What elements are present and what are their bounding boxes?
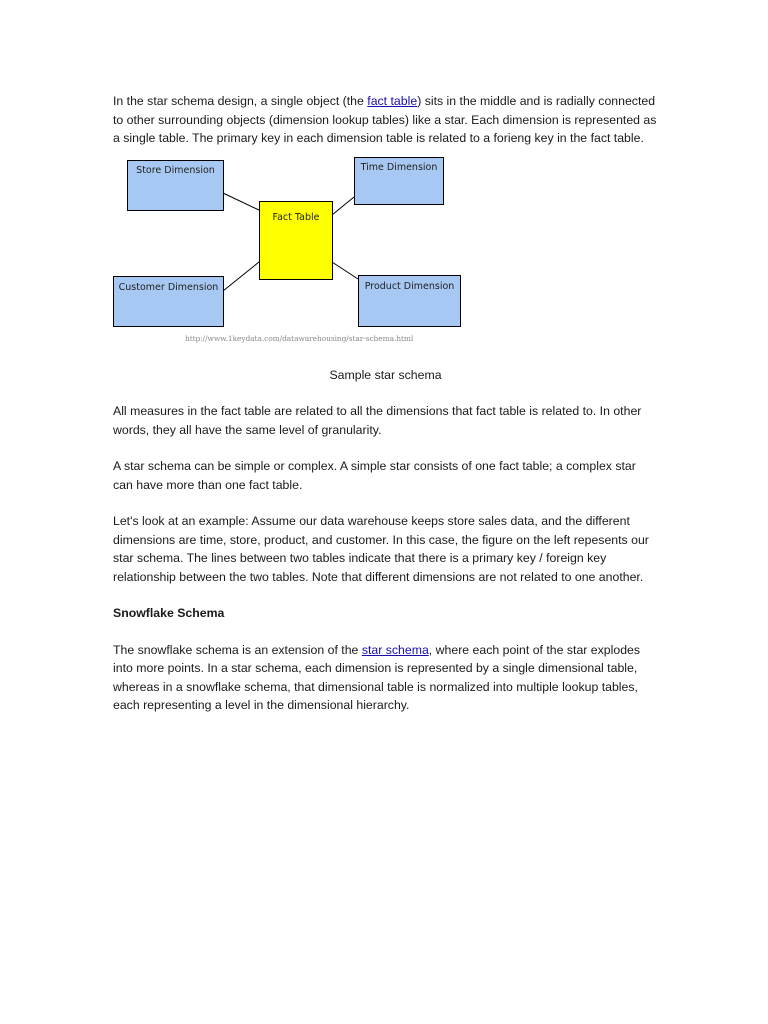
store-dimension-label: Store Dimension xyxy=(136,164,215,176)
fact-table-label: Fact Table xyxy=(272,211,320,223)
figure-source-url: http://www.1keydata.com/datawarehousing/star-schema.html xyxy=(185,333,414,343)
snowflake-heading: Snowflake Schema xyxy=(113,606,225,620)
connector-time-fact xyxy=(332,197,354,215)
star-schema-link[interactable]: star schema xyxy=(361,642,429,657)
snowflake-paragraph xyxy=(113,641,658,715)
time-dimension-box xyxy=(354,157,444,205)
document-body xyxy=(113,92,658,733)
fact-table-box xyxy=(259,201,333,280)
customer-dimension-box xyxy=(113,276,224,327)
intro-text-end: ) sits in the middle and is radially connected to other surrounding objects (dimension lookup tables) like a star. Each dimension is represented as a single table. The primary key in each dimension table is related to a forieng key in the fact table. xyxy=(113,94,657,145)
star-schema-figure xyxy=(113,160,473,350)
intro-text-start: In the star schema design, a single object (the xyxy=(113,94,368,108)
product-dimension-label: Product Dimension xyxy=(364,280,455,292)
fact-table-link[interactable]: fact table xyxy=(367,94,418,108)
customer-dimension-label: Customer Dimension xyxy=(118,281,219,293)
intro-paragraph xyxy=(113,92,658,148)
paragraph-granularity: All measures in the fact table are related to all the dimensions that fact table is related to. In other words, they all have the same level of granularity. xyxy=(113,404,642,437)
connector-customer-fact xyxy=(223,262,259,291)
paragraph-example: Let's look at an example: Assume our data warehouse keeps store sales data, and the different dimensions are time, store, product, and customer. In this case, the figure on the left repesents our star schema. The lines between two tables indicate that there is a primary key / foreign key relationship between the two tables. Note that different dimensions are not related to one another. xyxy=(113,514,649,584)
snowflake-text-start: The snowflake schema is an extension of the xyxy=(113,642,362,657)
store-dimension-box xyxy=(127,160,224,211)
connector-store-fact xyxy=(223,193,261,211)
figure-caption: Sample star schema xyxy=(329,367,442,382)
paragraph-simple-complex: A star schema can be simple or complex. A simple star consists of one fact table; a complex star can have more than one fact table. xyxy=(113,459,636,492)
snowflake-text-end: , where each point of the star explodes into more points. In a star schema, each dimension is represented by a single dimensional table, whereas in a snowflake schema, that dimensional table is normalized into multiple lookup tables, each representing a level in the dimensional hierarchy. xyxy=(113,642,641,712)
time-dimension-label: Time Dimension xyxy=(360,161,438,173)
product-dimension-box xyxy=(358,275,461,327)
connector-product-fact xyxy=(332,262,358,279)
